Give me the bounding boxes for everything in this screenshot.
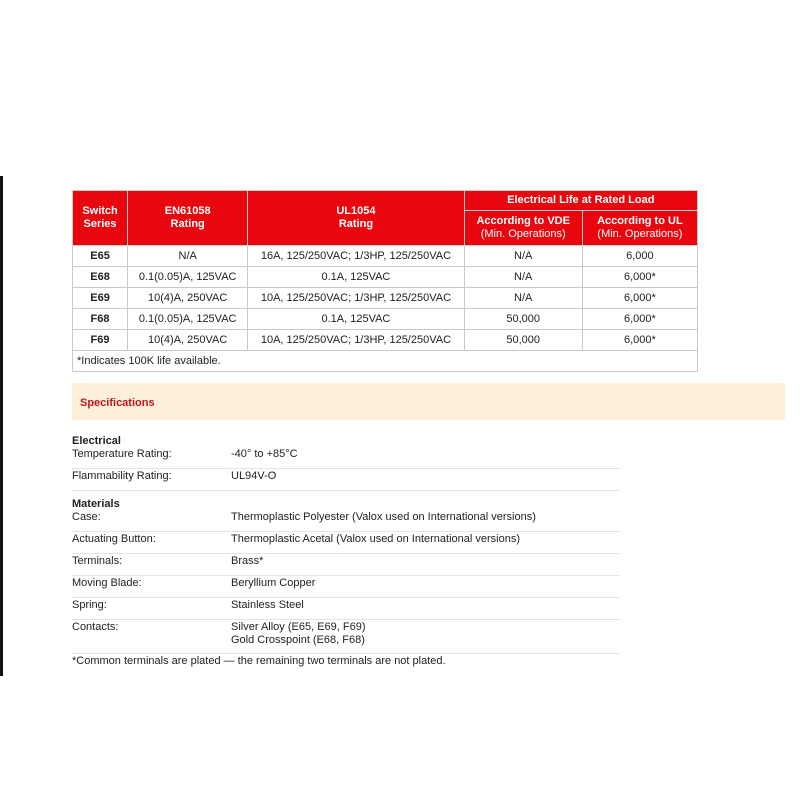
- table-note: *Indicates 100K life available.: [73, 351, 698, 372]
- header-ul1054: UL1054 Rating: [248, 191, 464, 246]
- header-ul-life: According to UL (Min. Operations): [582, 211, 697, 246]
- spec-row: Contacts: Silver Alloy (E65, E69, F69) Gold Crosspoint (E68, F68): [72, 620, 620, 654]
- materials-section: [72, 498, 620, 654]
- spec-row: Terminals: Brass*: [72, 554, 620, 576]
- spec-row: Case: Thermoplastic Polyester (Valox used on International versions): [72, 511, 620, 532]
- materials-heading: Materials: [72, 498, 120, 510]
- terminals-footnote: *Common terminals are plated — the remaining two terminals are not plated.: [72, 655, 446, 667]
- electrical-section: [72, 435, 620, 491]
- table-row: E68 0.1(0.05)A, 125VAC 0.1A, 125VAC N/A 6,000*: [73, 267, 698, 288]
- ratings-table: [72, 190, 698, 372]
- table-row: E65 N/A 16A, 125/250VAC; 1/3HP, 125/250VAC N/A 6,000: [73, 246, 698, 267]
- header-switch-series: Switch Series: [73, 191, 128, 246]
- electrical-heading: Electrical: [72, 435, 121, 447]
- spec-row: Flammability Rating: UL94V-O: [72, 469, 620, 491]
- left-border-rule: [0, 176, 3, 676]
- specifications-title: Specifications: [80, 397, 155, 409]
- spec-row: Moving Blade: Beryllium Copper: [72, 576, 620, 598]
- table-row: F68 0.1(0.05)A, 125VAC 0.1A, 125VAC 50,000 6,000*: [73, 309, 698, 330]
- header-electrical-life: Electrical Life at Rated Load: [464, 191, 697, 211]
- table-row: F69 10(4)A, 250VAC 10A, 125/250VAC; 1/3HP, 125/250VAC 50,000 6,000*: [73, 330, 698, 351]
- table-note-row: [73, 351, 698, 372]
- specifications-banner: [72, 383, 785, 420]
- spec-row: Spring: Stainless Steel: [72, 598, 620, 620]
- table-row: E69 10(4)A, 250VAC 10A, 125/250VAC; 1/3HP, 125/250VAC N/A 6,000*: [73, 288, 698, 309]
- header-vde: According to VDE (Min. Operations): [464, 211, 582, 246]
- spec-row: Actuating Button: Thermoplastic Acetal (Valox used on International versions): [72, 532, 620, 554]
- header-en61058: EN61058 Rating: [128, 191, 248, 246]
- spec-row: Temperature Rating: -40° to +85°C: [72, 448, 620, 469]
